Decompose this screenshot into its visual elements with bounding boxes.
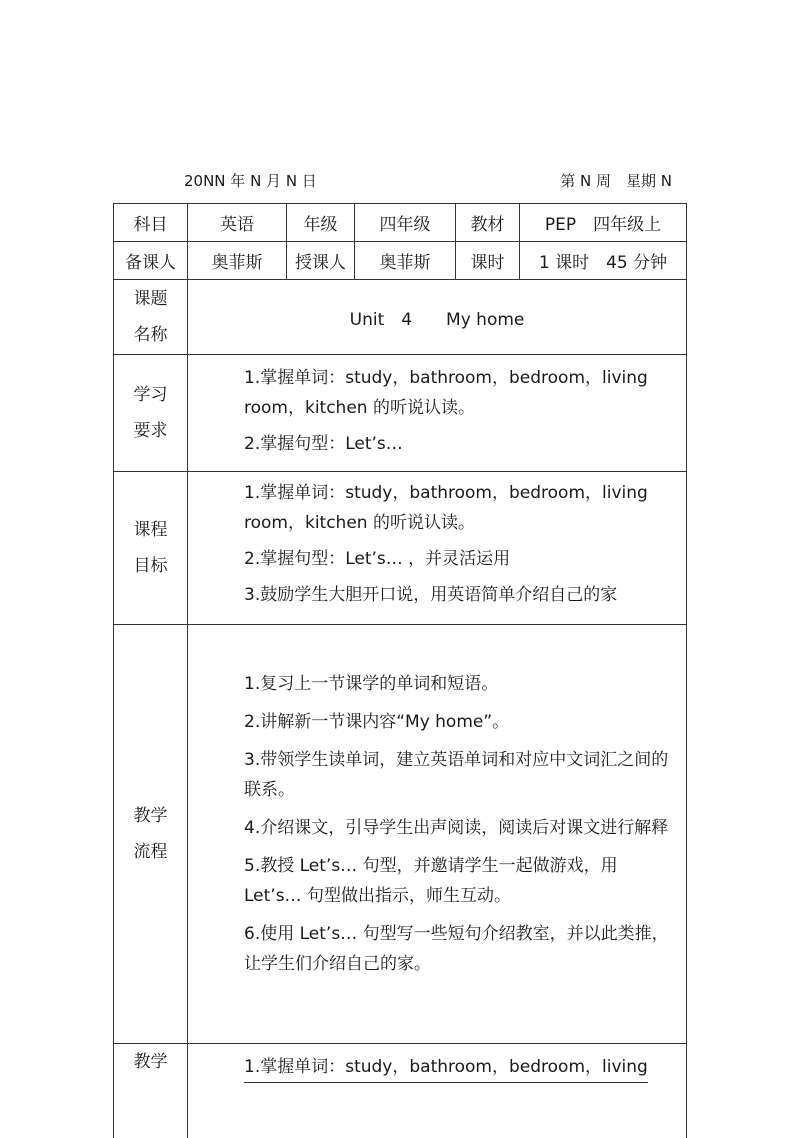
title-label (114, 280, 188, 355)
last-row-label (114, 1044, 188, 1138)
subject-value: 英语 (188, 204, 287, 242)
period-value: 1 课时 45 分钟 (520, 242, 687, 280)
goals-content (188, 472, 687, 625)
meta-row-2 (114, 242, 687, 280)
flow-content (188, 625, 687, 1044)
flow-item: 5.教授 Let’s… 句型，并邀请学生一起做游戏，用 Let’s… 句型做出指示，师生互动。 (244, 851, 680, 911)
preparer-label: 备课人 (114, 242, 188, 280)
subject-label: 科目 (114, 204, 188, 242)
teacher-label: 授课人 (287, 242, 355, 280)
last-row (114, 1044, 687, 1138)
requirement-item: 2.掌握句型：Let’s… (244, 429, 680, 459)
goal-item: 3.鼓励学生大胆开口说，用英语简单介绍自己的家 (244, 580, 680, 610)
textbook-label: 教材 (456, 204, 520, 242)
flow-item: 2.讲解新一节课内容“My home”。 (244, 707, 680, 737)
goals-label-line-1: 课程 (114, 512, 187, 548)
title-row (114, 280, 687, 355)
period-label: 课时 (456, 242, 520, 280)
preparer-value: 奥菲斯 (188, 242, 287, 280)
flow-label (114, 625, 188, 1044)
requirements-label-line-1: 学习 (114, 377, 187, 413)
textbook-value: PEP 四年级上 (520, 204, 687, 242)
requirements-label (114, 355, 188, 472)
flow-label-line-1: 教学 (114, 798, 187, 834)
flow-item: 4.介绍课文，引导学生出声阅读，阅读后对课文进行解释 (244, 813, 680, 843)
lesson-plan-table (113, 203, 687, 1138)
date-line: 20NN 年 N 月 N 日 (184, 171, 317, 191)
requirements-label-line-2: 要求 (114, 413, 187, 449)
teacher-value: 奥菲斯 (355, 242, 456, 280)
flow-item: 1.复习上一节课学的单词和短语。 (244, 669, 680, 699)
requirement-item: 1.掌握单词：study，bathroom，bedroom，living room，kitchen 的听说认读。 (244, 363, 680, 423)
grade-value: 四年级 (355, 204, 456, 242)
grade-label: 年级 (287, 204, 355, 242)
goals-label-line-2: 目标 (114, 548, 187, 584)
flow-item: 6.使用 Let’s… 句型写一些短句介绍教室，并以此类推，让学生们介绍自己的家。 (244, 919, 680, 979)
title-label-line-1: 课题 (114, 281, 187, 317)
title-value: Unit 4 My home (188, 280, 687, 355)
goals-label (114, 472, 188, 625)
title-label-line-2: 名称 (114, 317, 187, 353)
goal-item: 2.掌握句型：Let’s… ，并灵活运用 (244, 544, 680, 574)
flow-item: 3.带领学生读单词，建立英语单词和对应中文词汇之间的联系。 (244, 745, 680, 805)
week-line: 第 N 周 星期 N (560, 171, 672, 191)
last-row-label-line-1: 教学 (114, 1044, 187, 1080)
last-row-content (188, 1044, 687, 1138)
flow-label-line-2: 流程 (114, 834, 187, 870)
goal-item: 1.掌握单词：study，bathroom，bedroom，living room，kitchen 的听说认读。 (244, 478, 680, 538)
meta-row-1 (114, 204, 687, 242)
requirements-row (114, 355, 687, 472)
requirements-content (188, 355, 687, 472)
flow-row (114, 625, 687, 1044)
goals-row (114, 472, 687, 625)
last-row-item: 1.掌握单词：study，bathroom，bedroom，living (244, 1052, 648, 1083)
